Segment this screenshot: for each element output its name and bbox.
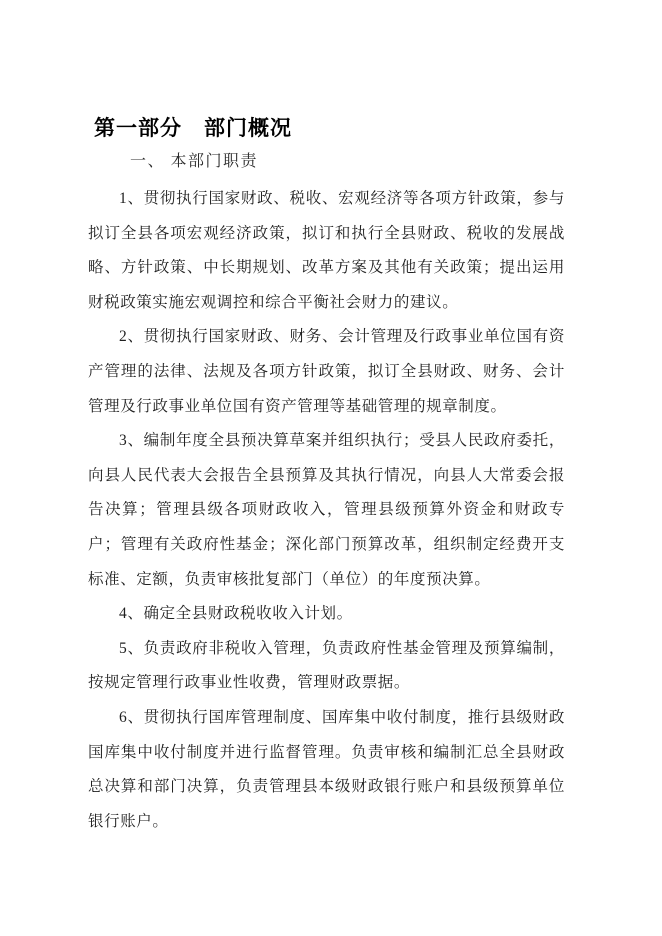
paragraph: 6、贯彻执行国库管理制度、国库集中收付制度，推行县级财政国库集中收付制度并进行监督管理。负责审核和编制汇总全县财政总决算和部门决算，负责管理县本级财政银行账户和县级预算单位银行账户。: [88, 708, 565, 830]
section-heading: 一、 本部门职责: [130, 153, 259, 170]
document-title: 第一部分 部门概况: [94, 117, 292, 140]
paragraph: 1、贯彻执行国家财政、税收、宏观经济等各项方针政策，参与拟订全县各项宏观经济政策，拟订和执行全县财政、税收的发展战略、方针政策、中长期规划、改革方案及其他有关政策；提出运用财税政策实施宏观调控和综合平衡社会财力的建议。: [88, 190, 565, 311]
paragraph: 5、负责政府非税收入管理，负责政府性基金管理及预算编制，按规定管理行政事业性收费，管理财政票据。: [88, 639, 565, 692]
paragraph: 2、贯彻执行国家财政、财务、会计管理及行政事业单位国有资产管理的法律、法规及各项方针政策，拟订全县财政、财务、会计管理及行政事业单位国有资产管理等基础管理的规章制度。: [88, 328, 565, 415]
paragraph: 3、编制年度全县预决算草案并组织执行；受县人民政府委托，向县人民代表大会报告全县预算及其执行情况，向县人大常委会报告决算；管理县级各项财政收入，管理县级预算外资金和财政专户；管理有关政府性基金；深化部门预算改革，组织制定经费开支标准、定额，负责审核批复部门（单位）的年度预决算。: [88, 432, 565, 588]
paragraph-list: [88, 182, 565, 839]
paragraph: 4、确定全县财政税收收入计划。: [119, 605, 353, 623]
